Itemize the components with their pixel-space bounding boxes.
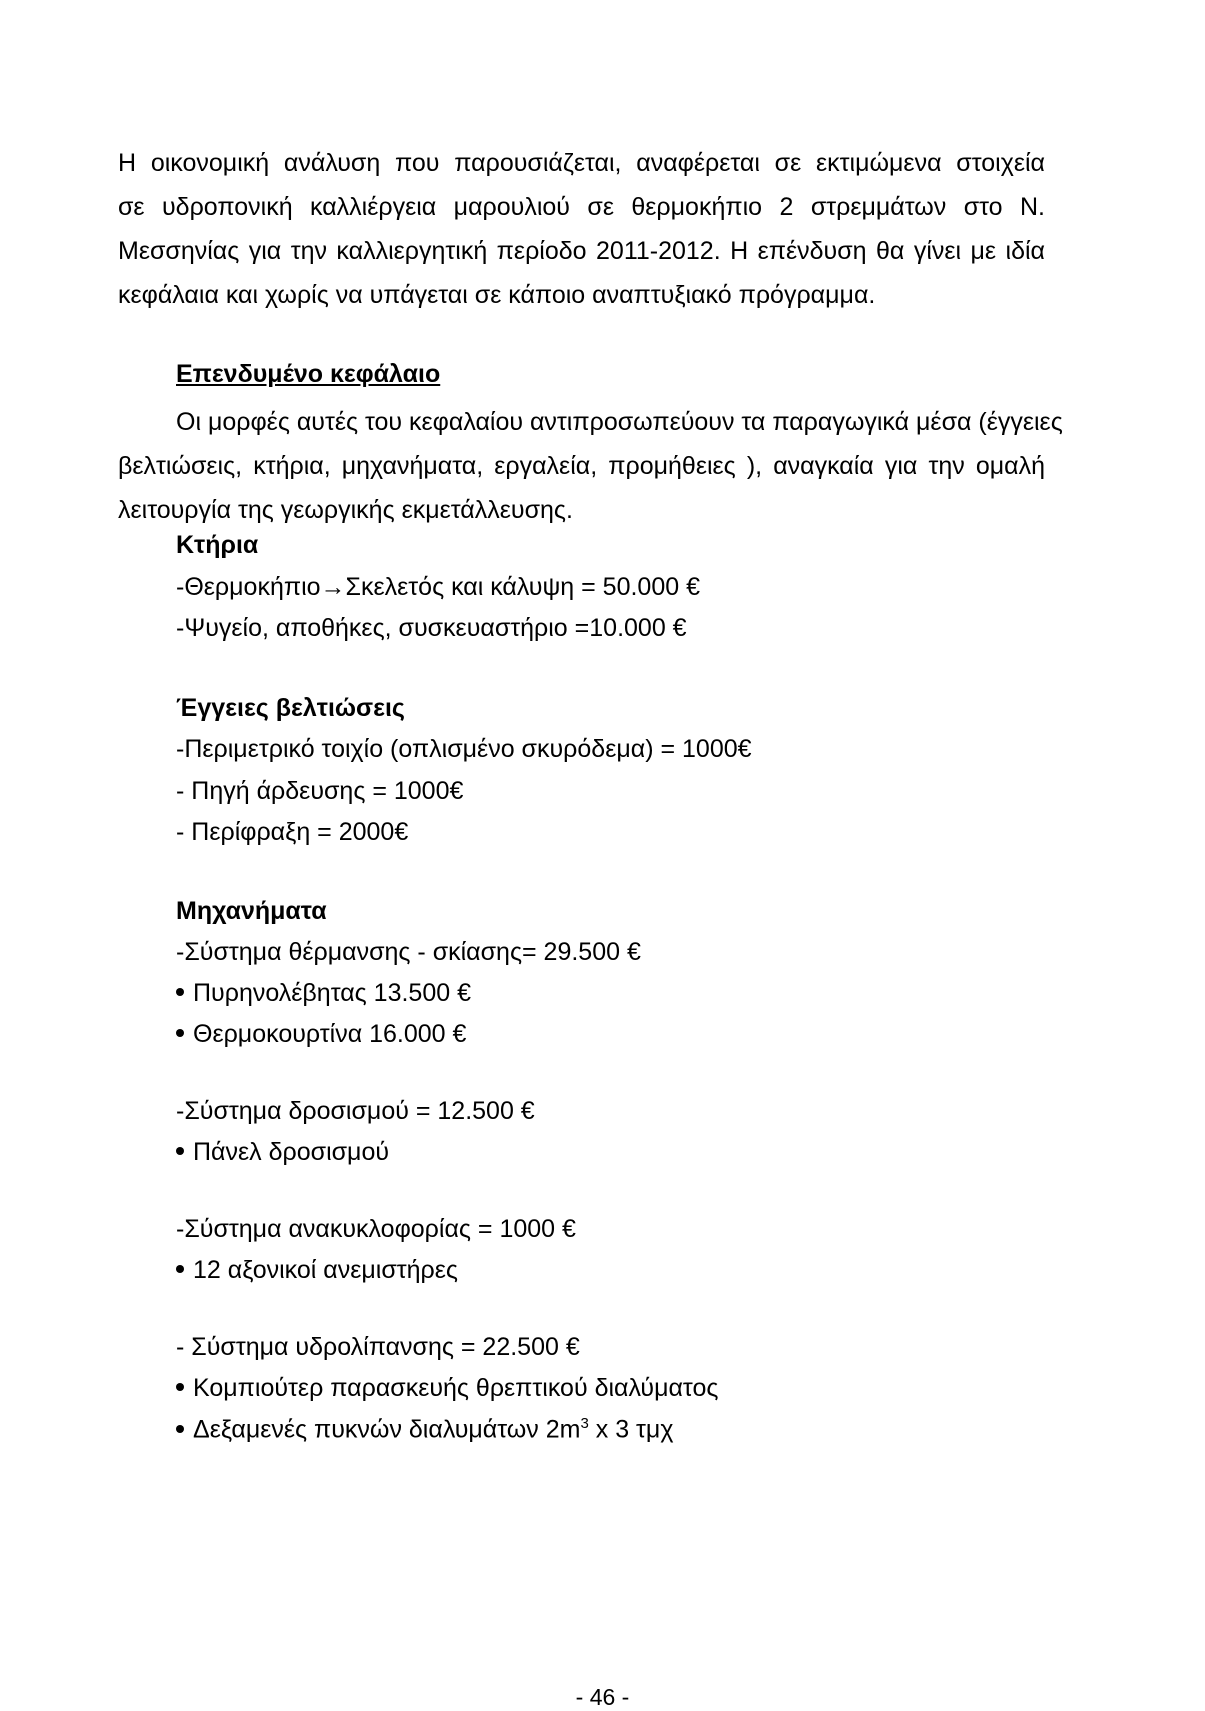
recirculation-system: -Σύστημα ανακυκλοφορίας = 1000 €	[176, 1215, 576, 1243]
capital-line: Οι μορφές αυτές του κεφαλαίου αντιπροσωπεύουν τα παραγωγικά μέσα (έγγειες	[176, 408, 1063, 436]
cooling-system: -Σύστημα δροσισμού = 12.500 €	[176, 1097, 535, 1125]
intro-line: κεφάλαια και χωρίς να υπάγεται σε κάποιο αναπτυξιακό πρόγραμμα.	[118, 281, 876, 309]
buildings-item: -Θερμοκήπιο→Σκελετός και κάλυψη = 50.000 €	[176, 573, 700, 601]
page-number: - 46 -	[575, 1684, 630, 1710]
buildings-item: -Ψυγείο, αποθήκες, συσκευαστήριο =10.000 €	[176, 614, 687, 642]
land-item: -Περιμετρικό τοιχίο (οπλισμένο σκυρόδεμα) = 1000€	[176, 735, 752, 763]
bullet-icon	[176, 988, 184, 996]
bullet-icon	[176, 1425, 184, 1433]
bullet-icon	[176, 1147, 184, 1155]
bullet-icon	[176, 1265, 184, 1273]
section-title-buildings: Κτήρια	[176, 531, 259, 559]
heating-system: -Σύστημα θέρμανσης - σκίασης= 29.500 €	[176, 938, 641, 966]
intro-paragraph	[118, 141, 1045, 317]
list-item: Κομπιούτερ παρασκευής θρεπτικού διαλύματος	[176, 1374, 718, 1403]
section-title-machines: Μηχανήματα	[176, 897, 327, 925]
section-title-land-improvements: Έγγειες βελτιώσεις	[176, 694, 405, 722]
land-item: - Περίφραξη = 2000€	[176, 818, 409, 846]
capital-line: λειτουργία της γεωργικής εκμετάλλευσης.	[118, 496, 573, 524]
intro-line: Η οικονομική ανάλυση που παρουσιάζεται, αναφέρεται σε εκτιμώμενα στοιχεία	[118, 149, 1045, 177]
bullet-icon	[176, 1029, 184, 1037]
land-item: - Πηγή άρδευσης = 1000€	[176, 777, 464, 805]
list-item: Δεξαμενές πυκνών διαλυμάτων $2m^3$ x 3 τμχ	[176, 1415, 673, 1444]
intro-line: σε υδροπονική καλλιέργεια μαρουλιού σε θερμοκήπιο 2 στρεμμάτων στο Ν.	[118, 193, 1045, 221]
list-item: Θερμοκουρτίνα 16.000 €	[176, 1020, 466, 1049]
list-item: 12 αξονικοί ανεμιστήρες	[176, 1256, 458, 1285]
capital-line: βελτιώσεις, κτήρια, μηχανήματα, εργαλεία, προμήθειες ), αναγκαία για την ομαλή	[118, 452, 1045, 480]
list-item: Πυρηνολέβητας 13.500 €	[176, 979, 471, 1008]
list-item: Πάνελ δροσισμού	[176, 1138, 389, 1167]
section-heading-invested-capital: Επενδυμένο κεφάλαιο	[176, 360, 441, 388]
bullet-icon	[176, 1383, 184, 1391]
fertigation-system: - Σύστημα υδρολίπανσης = 22.500 €	[176, 1333, 580, 1361]
capital-paragraph	[118, 400, 1063, 532]
intro-line: Μεσσηνίας για την καλλιεργητική περίοδο 2011-2012. Η επένδυση θα γίνει με ιδία	[118, 237, 1045, 265]
